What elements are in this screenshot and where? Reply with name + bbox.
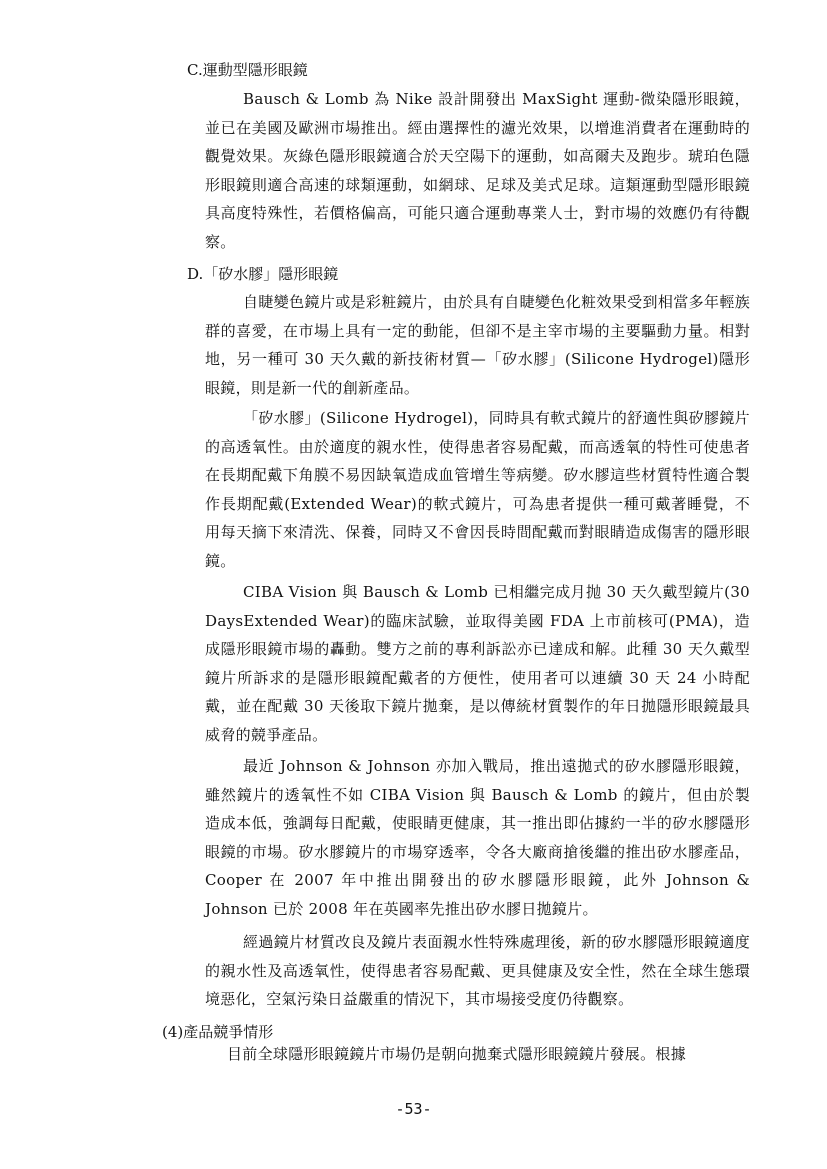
section-d-paragraph-3: CIBA Vision 與 Bausch & Lomb 已相繼完成月抛 30 天久戴型鏡片(30 DaysExtended Wear)的臨床試驗，並取得美國 FDA 上市前核可(PMA)，造成隱形眼鏡市場的轟動。雙方之前的專利訴訟亦已達成和解。此種 30 天久戴型鏡片所訴求的是隱形眼鏡配戴者的方便性，使用者可以連續 30 天 24 小時配戴，並在配戴 30 天後取下鏡片拋棄，是以傳統材質製作的年日拋隱形眼鏡最具威脅的競爭產品。 bbox=[205, 583, 750, 744]
section-d-paragraph-1: 自睫變色鏡片或是彩粧鏡片，由於具有自睫變色化粧效果受到相當多年輕族群的喜愛，在市場上具有一定的動能，但卻不是主宰市場的主要驅動力量。相對地，另一種可 30 天久戴的新技術材質—「矽水膠」(Silicone Hydrogel)隱形眼鏡，則是新一代的創新產品。 bbox=[205, 293, 750, 397]
page-number: -53- bbox=[395, 1100, 432, 1118]
section-4-paragraph: 目前全球隱形眼鏡鏡片市場仍是朝向拋棄式隱形眼鏡鏡片發展。根據 bbox=[227, 1045, 687, 1063]
section-c-heading: C.運動型隱形眼鏡 bbox=[187, 61, 308, 79]
section-d-paragraph-4: 最近 Johnson & Johnson 亦加入戰局，推出遠拋式的矽水膠隱形眼鏡，雖然鏡片的透氧性不如 CIBA Vision 與 Bausch & Lomb 的鏡片，但由於製造成本低，強調每日配戴，使眼睛更健康，其一推出即佔據約一半的矽水膠隱形眼鏡的市場。矽水膠鏡片的市場穿透率，令各大廠商搶後繼的推出矽水膠產品，Cooper 在 2007 年中推出開發出的矽水膠隱形眼鏡，此外 Johnson & Johnson 已於 2008 年在英國率先推出矽水膠日拋鏡片。 bbox=[205, 757, 750, 918]
section-c-paragraph: Bausch & Lomb 為 Nike 設計開發出 MaxSight 運動-微染隱形眼鏡，並已在美國及歐洲市場推出。經由選擇性的濾光效果，以增進消費者在運動時的觀覺效果。灰綠色隱形眼鏡適合於天空陽下的運動，如高爾夫及跑步。琥珀色隱形眼鏡則適合高速的球類運動，如網球、足球及美式足球。這類運動型隱形眼鏡具高度特殊性，若價格偏高，可能只適合運動專業人士，對市場的效應仍有待觀察。 bbox=[205, 90, 750, 251]
section-4-heading: (4)產品競爭情形 bbox=[162, 1023, 274, 1041]
section-d-paragraph-5: 經過鏡片材質改良及鏡片表面親水性特殊處理後，新的矽水膠隱形眼鏡適度的親水性及高透氧性，使得患者容易配戴、更具健康及安全性，然在全球生態環境惡化，空氣污染日益嚴重的情況下，其市場接受度仍待觀察。 bbox=[205, 933, 750, 1008]
section-d-paragraph-2: 「矽水膠」(Silicone Hydrogel)，同時具有軟式鏡片的舒適性與矽膠鏡片的高透氧性。由於適度的親水性，使得患者容易配戴，而高透氧的特性可使患者在長期配戴下角膜不易因缺氧造成血管增生等病變。矽水膠這些材質特性適合製作長期配戴(Extended Wear)的軟式鏡片，可為患者提供一種可戴著睡覺，不用每天摘下來清洗、保養，同時又不會因長時間配戴而對眼睛造成傷害的隱形眼鏡。 bbox=[205, 409, 750, 570]
section-d-heading: D.「矽水膠」隱形眼鏡 bbox=[187, 265, 339, 283]
